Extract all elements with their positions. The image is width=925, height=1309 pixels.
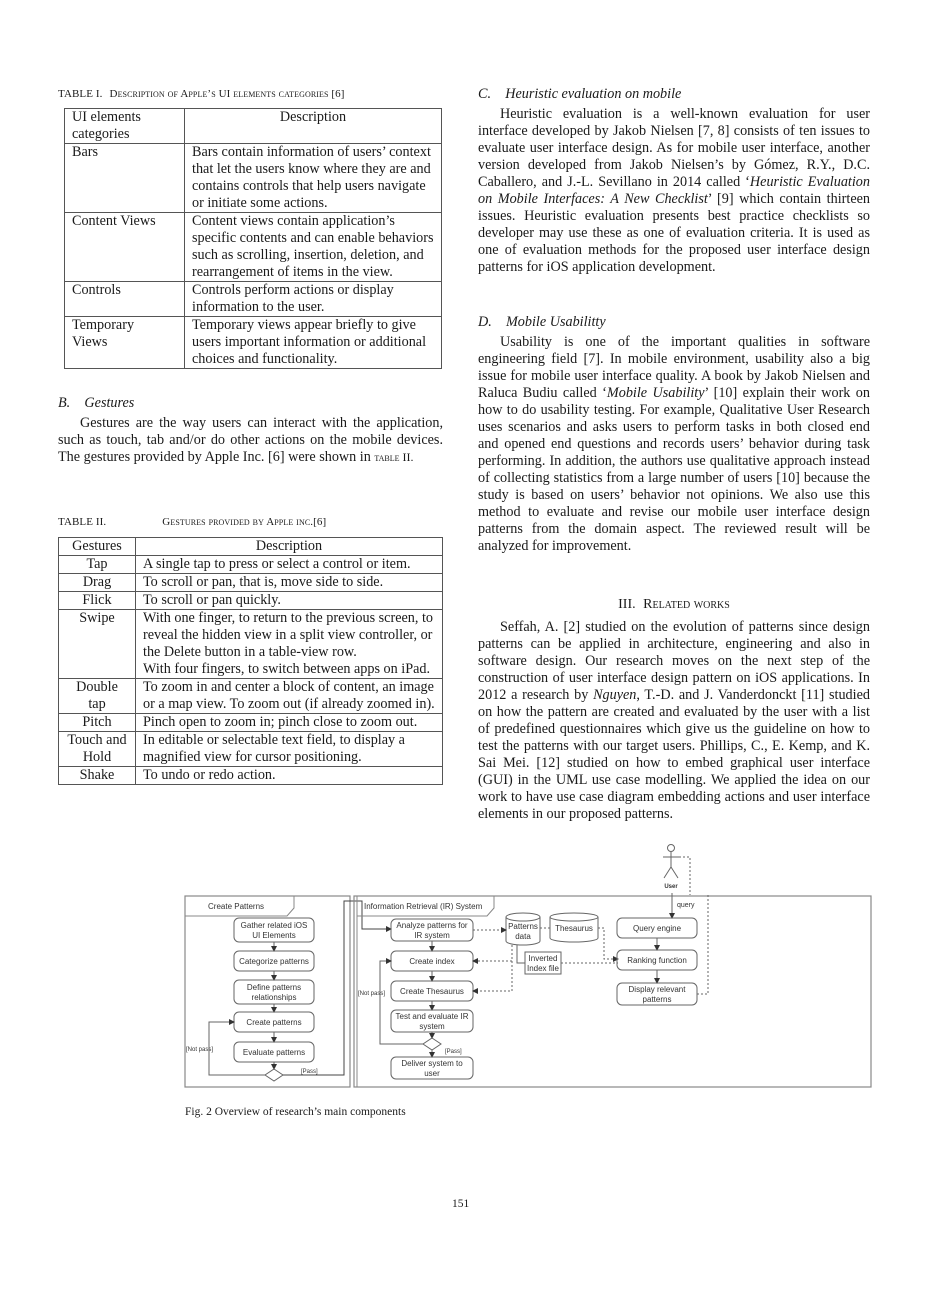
- store-label: data: [515, 932, 531, 941]
- query-label: query: [677, 902, 695, 909]
- step-label: Create patterns: [246, 1018, 302, 1027]
- table-header-row: [59, 538, 443, 556]
- table-cell: A single tap to press or select a control or item.: [136, 556, 443, 574]
- step-label: IR system: [414, 931, 450, 940]
- figure-diagram: [184, 893, 874, 1090]
- table-cell: Bars contain information of users’ context that let the users know where they are and contains controls that help users navigate or initiate some actions.: [185, 144, 442, 213]
- section-heading: B. Gestures: [58, 395, 135, 411]
- section-heading: C. Heuristic evaluation on mobile: [478, 86, 682, 102]
- data-stores: [473, 913, 618, 991]
- section-heading: D. Mobile Usabilitty: [478, 314, 606, 330]
- step-label: Display relevant: [628, 985, 686, 994]
- paragraph-text: Gestures are the way users can interact with the application, such as touch, tab and/or do other actions on the mobile devices. The gestures provided by Apple Inc. [6] were shown in: [58, 415, 443, 465]
- table1-caption-text: Description of Apple’s UI elements categories [6]: [109, 88, 345, 100]
- table-cell: To scroll or pan, that is, move side to side.: [136, 574, 443, 592]
- table-header-row: [65, 109, 442, 144]
- actor-label: User: [664, 884, 678, 890]
- table-cell: Tap: [59, 556, 136, 574]
- table-row: [59, 767, 443, 785]
- table-header-cell: Gestures: [59, 538, 136, 556]
- paragraph: [478, 619, 870, 823]
- section-3: [478, 619, 870, 823]
- table-row: [59, 556, 443, 574]
- step-label: Create Thesaurus: [400, 987, 464, 996]
- user-head-icon: [668, 845, 675, 852]
- section-number: III.: [618, 597, 636, 612]
- paragraph: [478, 334, 870, 555]
- paragraph-text: Usability is one of the important qualities in software engineering field [7]. In mobile environment, usability also a big issue for mobile user interface quality. A book by Jakob Nielsen and Raluca Budiu called ‘: [478, 334, 870, 401]
- step-label: user: [424, 1069, 440, 1078]
- book-title: Mobile Usability: [606, 385, 705, 401]
- section-3-heading: [478, 597, 870, 613]
- step-label: Categorize patterns: [239, 957, 309, 966]
- not-pass-label: [Not pass]: [358, 991, 386, 997]
- step-label: UI Elements: [252, 931, 296, 940]
- table-row: [59, 714, 443, 732]
- pass-label: [Pass]: [445, 1049, 462, 1055]
- table-cell: In editable or selectable text field, to display a magnified view for cursor positioning.: [136, 732, 443, 767]
- not-pass-label: [Not pass]: [186, 1047, 214, 1053]
- section-b: [58, 395, 443, 466]
- store-label: Patterns: [508, 922, 538, 931]
- table-cell: Temporary Views: [65, 317, 185, 369]
- table-cell: Bars: [65, 144, 185, 213]
- table-row: [65, 282, 442, 317]
- table-cell: To scroll or pan quickly.: [136, 592, 443, 610]
- table-row: [59, 592, 443, 610]
- decision-diamond: [423, 1038, 441, 1050]
- frame-title: Create Patterns: [208, 902, 265, 911]
- section-d: [478, 314, 870, 555]
- table-reference: table II.: [374, 450, 414, 464]
- pass-label: [Pass]: [301, 1069, 318, 1075]
- decision-diamond: [265, 1069, 283, 1081]
- author-name: Nguyen: [593, 687, 637, 703]
- query-side: [617, 893, 708, 1005]
- table-cell: Pitch: [59, 714, 136, 732]
- step-label: Define patterns: [246, 983, 302, 992]
- section-title: Related works: [643, 597, 730, 612]
- table-cell: Touch and Hold: [59, 732, 136, 767]
- step-label: Analyze patterns for: [396, 921, 468, 930]
- paragraph-text: ’ [9] which contain thirteen issues. Heuristic evaluation presents best practice checklists so developer may use these as one of evaluation criteria. It is used as one of evaluation methods for the proposed user interface design patterns for iOS application development.: [478, 191, 871, 275]
- table-cell: Drag: [59, 574, 136, 592]
- table-header-cell: Description: [136, 538, 443, 556]
- step-label: relationships: [251, 993, 297, 1002]
- frame-title: Information Retrieval (IR) System: [364, 902, 483, 911]
- table-cell: Content views contain application’s specific contents and can enable behaviors such as scrolling, insertion, deletion, and rearrangement of items in the view.: [185, 213, 442, 282]
- table2-caption: [58, 512, 443, 530]
- ir-system-steps: [358, 919, 473, 1079]
- table-cell: Temporary views appear briefly to give users important information or additional choices and functionality.: [185, 317, 442, 369]
- user-actor: [655, 843, 695, 895]
- paragraph-text: , T.-D. and J. Vanderdonckt [11] studied on how the pattern are created and evaluated by the user with a list of predefined questionnaires which give us the guideline on how to test the patterns with our target users. Phillips, C., E. Kemp, and K. Sai Mei. [12] studied on how to embed graphical user interface (GUI) in the UML use case modelling. We applied the idea on our work to have use case diagram embedding actions and user interface elements in our proposed patterns.: [478, 687, 870, 822]
- step-label: system: [419, 1022, 445, 1031]
- table-cell: To zoom in and center a block of content, an image or a map view. To zoom out (if already zoomed in).: [136, 679, 443, 714]
- store-label: Index file: [526, 964, 560, 973]
- table2-caption-prefix: TABLE II.: [58, 516, 107, 528]
- table-row: [59, 610, 443, 679]
- table2-caption-text: Gestures provided by Apple inc.[6]: [162, 516, 327, 528]
- table-cell-line: With four fingers, to switch between apps on iPad.: [143, 661, 431, 677]
- figure-caption: Fig. 2 Overview of research’s main components: [185, 1106, 406, 1118]
- paragraph: [478, 106, 870, 276]
- table-cell: Controls: [65, 282, 185, 317]
- step-label: Gather related iOS: [240, 921, 308, 930]
- table-cell: Double tap: [59, 679, 136, 714]
- table-ui-elements: [64, 108, 442, 369]
- table-gestures: [58, 537, 443, 785]
- table-header-cell: UI elements categories: [65, 109, 185, 144]
- table-cell: To undo or redo action.: [136, 767, 443, 785]
- store-label: Inverted: [528, 954, 558, 963]
- paragraph-text: Seffah, A. [2] studied on the evolution of patterns since design patterns can be applied in architecture, engineering and also in software design. Our research moves on the next step of the construction of user interface design pattern on iOS applications. In 2012 a research by: [478, 619, 870, 703]
- table-row: [65, 144, 442, 213]
- table-cell: Flick: [59, 592, 136, 610]
- step-label: Deliver system to: [401, 1059, 463, 1068]
- table-cell: Controls perform actions or display information to the user.: [185, 282, 442, 317]
- paragraph: [58, 415, 443, 466]
- step-label: Create index: [409, 957, 455, 966]
- table1-caption-prefix: TABLE I.: [58, 88, 103, 100]
- table-cell: Pinch open to zoom in; pinch close to zoom out.: [136, 714, 443, 732]
- table-row: [65, 317, 442, 369]
- table-header-cell: Description: [185, 109, 442, 144]
- table-row: [59, 679, 443, 714]
- table-row: [65, 213, 442, 282]
- paragraph-text: Heuristic evaluation is a well-known evaluation for user interface developed by Jakob Nielsen [7, 8] consists of ten issues to evaluate user interface design. As for mobile user interface, another version developed from Jakob Nielsen’s by Gómez, R.Y., D.C. Caballero, and J.-L. Sevillano in 2014 called ‘: [478, 106, 870, 190]
- table-cell: Shake: [59, 767, 136, 785]
- paragraph-text: ’ [10] explain their work on how to do usability testing. For example, Qualitative User Research uses scenarios and asks users to perform tasks in both closed end and opened end questions and records users’ behavior during task performing. In addition, the authors use qualitative approach instead of collecting statistics from a large number of users [10] because the study is based on users’ behavior not opinions. We also use this method to evaluate and revise our mobile user interface design patterns from the domain aspect. The reviewed result will be analyzed for improvement.: [478, 385, 870, 554]
- step-label: Ranking function: [627, 956, 687, 965]
- section-c: [478, 86, 870, 276]
- page-number: 151: [452, 1198, 470, 1210]
- table-row: [59, 732, 443, 767]
- paper-title: Heuristic Evaluation on Mobile Interfaces: A New Checklist: [478, 174, 870, 207]
- step-label: Evaluate patterns: [242, 1048, 306, 1057]
- table-row: [59, 574, 443, 592]
- step-label: patterns: [642, 995, 672, 1004]
- table-cell: [136, 610, 443, 679]
- step-label: Test and evaluate IR: [395, 1012, 469, 1021]
- table-cell: Swipe: [59, 610, 136, 679]
- table1-caption: [58, 84, 443, 102]
- step-label: Query engine: [632, 924, 682, 933]
- table-cell-line: With one finger, to return to the previous screen, to reveal the hidden view in a split view controller, or the Delete button in a table-view row.: [143, 610, 434, 660]
- table-cell: Content Views: [65, 213, 185, 282]
- store-label: Thesaurus: [555, 924, 593, 933]
